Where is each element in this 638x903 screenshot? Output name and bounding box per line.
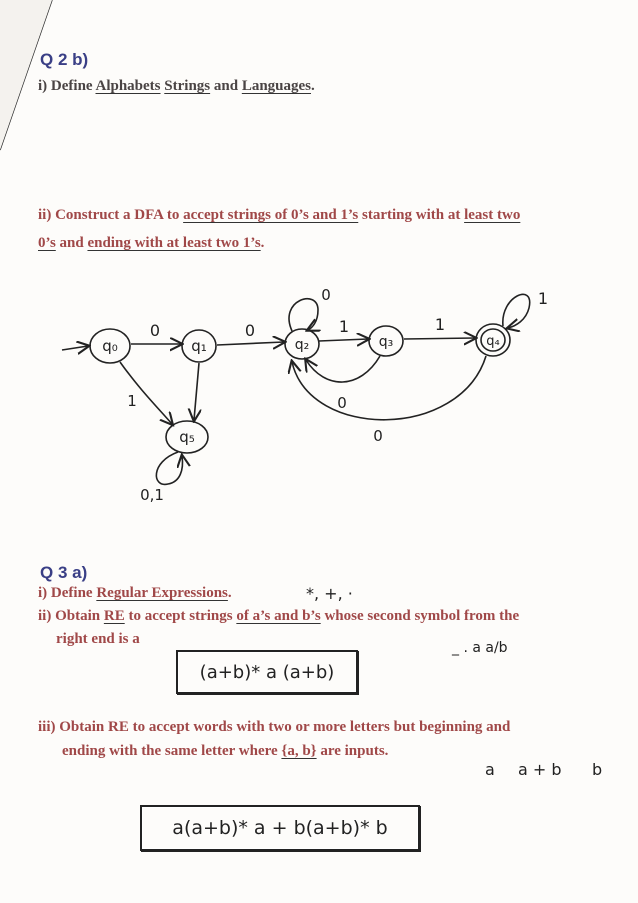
edge-q2-q3: [319, 339, 368, 341]
q3a-iii-l2a: ending with the same letter where: [62, 743, 282, 759]
edge-label-q1-q2: 0: [244, 321, 256, 340]
q2b-i-alphabets: Alphabets: [95, 78, 161, 94]
edge-label-q4-loop: 1: [537, 289, 549, 308]
edge-q5-loop: [156, 452, 182, 484]
q2b-i-prefix: i) Define: [38, 78, 96, 94]
edge-label-q2-q3: 1: [338, 317, 350, 336]
edge-label-q3-q4: 1: [434, 315, 446, 334]
q2b-i-suffix: .: [311, 78, 315, 94]
q3a-iii-note-ab: a + b: [518, 760, 562, 779]
q3a-i-prefix: i) Define: [38, 585, 97, 601]
edge-q1-q2: [217, 342, 284, 345]
q3a-ii-l1a: ii) Obtain: [38, 608, 104, 624]
q2b-i-languages: Languages: [241, 78, 311, 94]
q2b-ii-l1d: least two: [464, 207, 521, 223]
q3a-part-iii-line2: [62, 743, 388, 760]
q2b-ii-l1a: ii) Construct a DFA to: [38, 207, 184, 223]
q3a-ii-answer-box: (a+b)* a (a+b): [176, 650, 358, 694]
q2b-ii-l2d: .: [260, 235, 265, 251]
q3a-part-ii-line2: right end is a: [56, 631, 140, 647]
q2b-heading: Q 2 b): [40, 50, 89, 69]
edge-q4-loop: [503, 294, 530, 328]
q3a-part-ii-line1: [38, 608, 519, 625]
q3a-ii-note: _ . a a/b: [452, 640, 508, 656]
edge-label-q0-q5: 1: [127, 392, 137, 410]
q3a-ii-l1e: whose second symbol from the: [320, 608, 520, 624]
state-label-q0: q₀: [102, 337, 118, 355]
q3a-iii-answer-box: a(a+b)* a + b(a+b)* b: [140, 805, 420, 851]
q3a-i-suffix: .: [227, 585, 232, 601]
q2b-ii-l2c: ending with at least two 1’s: [87, 235, 261, 251]
q2b-ii-l2a: 0’s: [38, 235, 56, 251]
state-label-q5: q₅: [179, 428, 195, 446]
edge-label-q3-q2: 0: [337, 394, 347, 412]
q2b-ii-l2b: and: [55, 235, 88, 251]
q2b-ii-l1b: accept strings of 0’s and 1’s: [183, 207, 359, 223]
state-label-q3: q₃: [378, 334, 394, 350]
edge-label-q2-loop: 0: [321, 286, 331, 304]
q3a-iii-l2c: are inputs.: [316, 743, 389, 759]
q2b-i-strings: Strings: [164, 78, 211, 94]
q3a-part-iii-line1: iii) Obtain RE to accept words with two or more letters but beginning and: [38, 719, 511, 735]
edge-label-q4-q2: 0: [373, 427, 383, 445]
edge-q4-q2: [292, 356, 486, 420]
q3a-ii-l1c: to accept strings: [124, 608, 237, 624]
q3a-ii-l1b: RE: [103, 608, 125, 624]
edge-q3-q2: [306, 356, 380, 382]
q2b-ii-l1c: starting with at: [358, 207, 465, 223]
edge-label-q5-loop: 0,1: [140, 486, 164, 504]
edge-label-q0-q1: 0: [149, 321, 161, 340]
q3a-ii-l1d: of a’s and b’s: [236, 608, 321, 624]
q2b-i-and: and: [210, 78, 242, 94]
q3a-iii-l2b: {a, b}: [281, 743, 317, 759]
q3a-iii-note-a: a: [485, 760, 495, 779]
q3a-iii-note-b: b: [592, 760, 603, 779]
state-label-q2: q₂: [294, 337, 310, 353]
edge-q2-loop: [289, 299, 318, 331]
start-arrow: [62, 346, 88, 350]
edge-q3-q4: [404, 338, 475, 339]
q3a-i-regex: Regular Expressions: [96, 585, 228, 601]
q3a-part-i: [38, 585, 232, 602]
q3a-heading: Q 3 a): [40, 563, 88, 582]
q3a-i-note: *, +, ·: [306, 584, 353, 603]
state-label-q1: q₁: [191, 337, 207, 355]
edge-q1-q5: [194, 363, 199, 420]
state-label-q4: q₄: [486, 334, 500, 349]
